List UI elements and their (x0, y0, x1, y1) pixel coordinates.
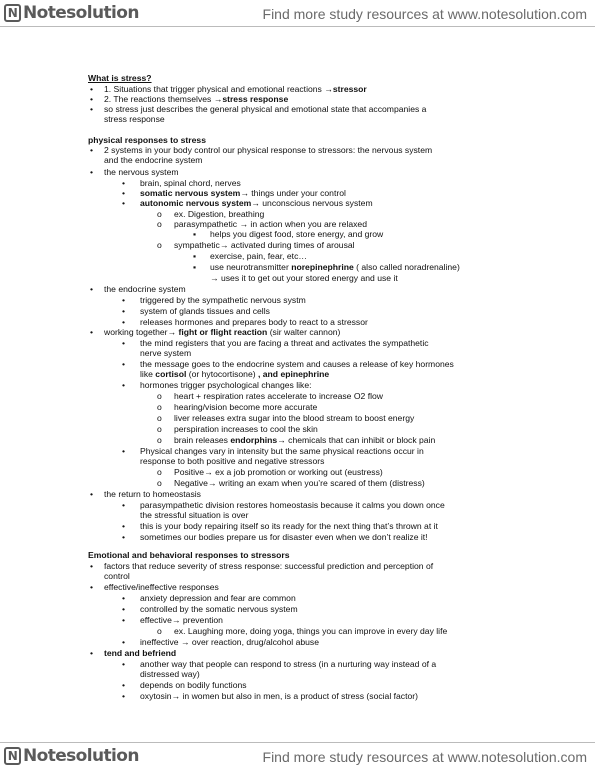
bullet-icon: o (157, 391, 162, 401)
bullet-icon: • (90, 104, 94, 114)
text-line: helps you digest food, store energy, and grow (210, 229, 384, 239)
text-line: sometimes our bodies prepare us for disaster even when we don’t realize it! (140, 532, 428, 542)
bullet-icon: • (90, 284, 94, 294)
text-line: 2. The reactions themselves →stress response (104, 94, 289, 104)
text-line: Positive→ ex a job promotion or working out (eustress) (174, 467, 383, 477)
bullet-icon: o (157, 435, 162, 445)
bullet-icon: • (90, 167, 94, 177)
bullet-icon: • (122, 532, 126, 542)
bullet-icon: • (122, 178, 126, 188)
text-line: ex. Laughing more, doing yoga, things you can improve in every day life (174, 626, 448, 636)
text-line: perspiration increases to cool the skin (174, 424, 318, 434)
text-line: this is your body repairing itself so its ready for the next thing that’s thrown at it (140, 521, 438, 531)
bullet-icon: • (122, 338, 126, 348)
text-line: another way that people can respond to stress (in a nurturing way instead of a (140, 659, 437, 669)
text-line: response to both positive and negative stressors (140, 456, 325, 466)
bullet-icon: • (122, 295, 126, 305)
text-line: so stress just describes the general physical and emotional state that accompanies a (104, 104, 427, 114)
text-line: the mind registers that you are facing a threat and activates the sympathetic (140, 338, 429, 348)
text-line: and the endocrine system (104, 155, 203, 165)
notesolution-logo[interactable] (4, 3, 139, 23)
bullet-icon: • (122, 380, 126, 390)
text-line: oxytosin→ in women but also in men, is a product of stress (social factor) (140, 691, 418, 701)
promo-link[interactable]: Find more study resources at www.notesolution.com (262, 749, 587, 765)
bullet-icon: ▪ (193, 229, 197, 239)
notesolution-logo-icon: N (4, 747, 21, 765)
text-line: the nervous system (104, 167, 179, 177)
bullet-icon: • (90, 94, 94, 104)
section-heading: Emotional and behavioral responses to stressors (88, 550, 290, 560)
text-line: liver releases extra sugar into the blood stream to boost energy (174, 413, 415, 423)
text-line: effective/ineffective responses (104, 582, 219, 592)
text-line: heart + respiration rates accelerate to increase O2 flow (174, 391, 383, 401)
bullet-icon: • (90, 327, 94, 337)
header-banner (0, 0, 595, 27)
text-line: exercise, pain, fear, etc… (210, 251, 307, 261)
text-line: autonomic nervous system→ unconscious nervous system (140, 198, 373, 208)
text-line: distressed way) (140, 669, 200, 679)
bullet-icon: o (157, 209, 162, 219)
bullet-icon: • (90, 84, 94, 94)
text-line: controlled by the somatic nervous system (140, 604, 298, 614)
bullet-icon: • (122, 604, 126, 614)
text-line: 1. Situations that trigger physical and emotional reactions →stressor (104, 84, 367, 94)
bullet-icon: • (122, 198, 126, 208)
text-line: use neurotransmitter norepinephrine ( also called noradrenaline) (210, 262, 460, 272)
section-title: What is stress? (88, 73, 152, 83)
text-line: hearing/vision become more accurate (174, 402, 318, 412)
text-line: triggered by the sympathetic nervous systm (140, 295, 306, 305)
text-line: Negative→ writing an exam when you’re scared of them (distress) (174, 478, 425, 488)
logo-text: Notesolution (23, 3, 139, 23)
bullet-icon: ▪ (193, 251, 197, 261)
text-line: hormones trigger psychological changes like: (140, 380, 312, 390)
text-line: working together→ fight or flight reaction (sir walter cannon) (104, 327, 341, 337)
bullet-icon: • (122, 680, 126, 690)
text-line: → uses it to get out your stored energy and use it (210, 273, 398, 283)
bullet-icon: • (90, 648, 94, 658)
text-line: releases hormones and prepares body to react to a stressor (140, 317, 368, 327)
text-line: parasympathetic → in action when you are relaxed (174, 219, 367, 229)
text-line: brain releases endorphins→ chemicals that can inhibit or block pain (174, 435, 436, 445)
bullet-icon: o (157, 402, 162, 412)
footer-banner (0, 742, 595, 769)
text-line: sympathetic→ activated during times of arousal (174, 240, 355, 250)
text-line: somatic nervous system→ things under your control (140, 188, 346, 198)
bullet-icon: o (157, 478, 162, 488)
text-line: the message goes to the endocrine system and causes a release of key hormones (140, 359, 454, 369)
notesolution-logo-icon: N (4, 4, 21, 22)
bullet-icon: • (122, 317, 126, 327)
text-line: system of glands tissues and cells (140, 306, 270, 316)
bullet-icon: • (122, 188, 126, 198)
text-line: tend and befriend (104, 648, 177, 658)
text-line: depends on bodily functions (140, 680, 247, 690)
promo-link[interactable]: Find more study resources at www.notesolution.com (262, 6, 587, 22)
bullet-icon: • (122, 691, 126, 701)
text-line: factors that reduce severity of stress response: successful prediction and perception of (104, 561, 434, 571)
text-line: ex. Digestion, breathing (174, 209, 265, 219)
text-line: like cortisol (or hytocortisone) , and epinephrine (140, 369, 330, 379)
bullet-icon: o (157, 467, 162, 477)
text-line: the endocrine system (104, 284, 186, 294)
text-line: effective→ prevention (140, 615, 223, 625)
bullet-icon: ▪ (193, 262, 197, 272)
bullet-icon: • (122, 359, 126, 369)
text-line: anxiety depression and fear are common (140, 593, 296, 603)
text-line: nerve system (140, 348, 192, 358)
text-line: 2 systems in your body control our physical response to stressors: the nervous system (104, 145, 433, 155)
bullet-icon: o (157, 240, 162, 250)
bullet-icon: • (122, 446, 126, 456)
bullet-icon: • (122, 306, 126, 316)
bullet-icon: o (157, 424, 162, 434)
bullet-icon: • (122, 593, 126, 603)
bullet-icon: • (122, 659, 126, 669)
text-line: the return to homeostasis (104, 489, 201, 499)
bullet-icon: o (157, 219, 162, 229)
notesolution-logo[interactable] (4, 746, 139, 766)
section-heading: physical responses to stress (88, 135, 206, 145)
text-line: ineffective → over reaction, drug/alcohol abuse (140, 637, 319, 647)
bullet-icon: • (122, 637, 126, 647)
bullet-icon: o (157, 413, 162, 423)
bullet-icon: • (122, 615, 126, 625)
bullet-icon: o (157, 626, 162, 636)
text-line: the stressful situation is over (140, 510, 249, 520)
logo-text: Notesolution (23, 746, 139, 766)
text-line: stress response (104, 114, 165, 124)
text-line: Physical changes vary in intensity but the same physical reactions occur in (140, 446, 424, 456)
text-line: control (104, 571, 130, 581)
bullet-icon: • (90, 561, 94, 571)
bullet-icon: • (90, 489, 94, 499)
text-line: parasympathetic division restores homeostasis because it calms you down once (140, 500, 445, 510)
bullet-icon: • (90, 145, 94, 155)
bullet-icon: • (122, 521, 126, 531)
bullet-icon: • (90, 582, 94, 592)
bullet-icon: • (122, 500, 126, 510)
text-line: brain, spinal chord, nerves (140, 178, 241, 188)
